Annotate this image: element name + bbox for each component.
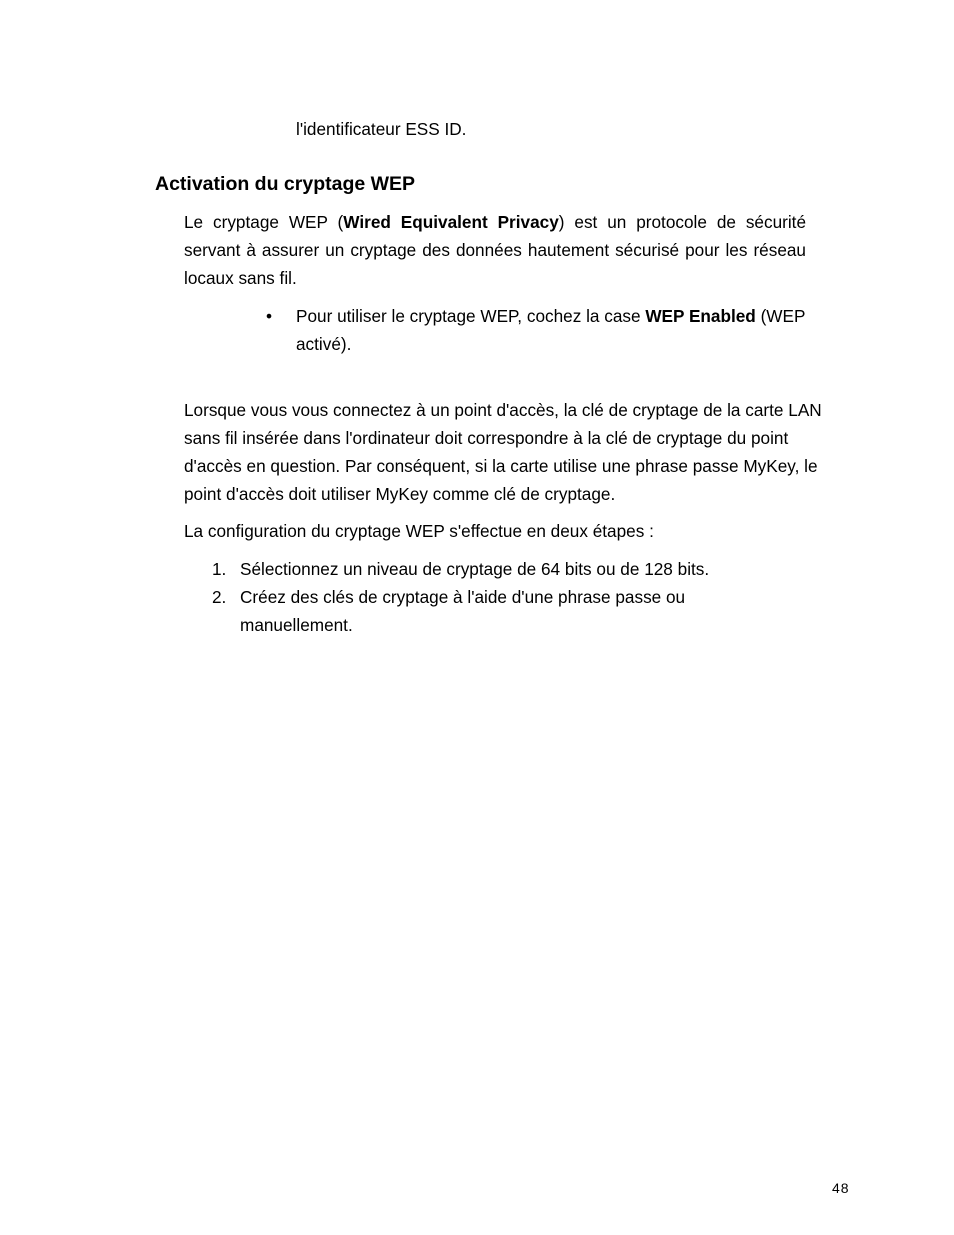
intro-text-c: ) est un protocole de sécurité servant à assurer un cryptage des données hautement sécurisé pour les réseau locaux sans fil. xyxy=(184,212,807,288)
list-number: 2. xyxy=(212,587,227,607)
list-item xyxy=(212,583,772,639)
list-item xyxy=(212,555,772,583)
intro-paragraph xyxy=(184,208,806,292)
list-text: Créez des clés de cryptage à l'aide d'une phrase passe ou manuellement. xyxy=(240,587,686,635)
list-number: 1. xyxy=(212,559,227,579)
continued-text: l'identificateur ESS ID. xyxy=(296,119,467,139)
intro-term: Wired Equivalent Privacy xyxy=(343,212,559,232)
page-number: 48 xyxy=(832,1180,850,1196)
bullet-term: WEP Enabled xyxy=(645,306,756,326)
bullet-text-c: (WEP activé). xyxy=(296,306,806,354)
list-text: Sélectionnez un niveau de cryptage de 64 bits ou de 128 bits. xyxy=(240,559,710,579)
bullet-text-a: Pour utiliser le cryptage WEP, cochez la case xyxy=(296,306,646,326)
steps-intro: La configuration du cryptage WEP s'effectue en deux étapes : xyxy=(184,521,654,541)
section-heading: Activation du cryptage WEP xyxy=(155,173,416,195)
bullet-marker: • xyxy=(266,306,273,326)
intro-text-a: Le cryptage WEP ( xyxy=(184,212,344,232)
bullet-item xyxy=(296,302,811,358)
body-paragraph: Lorsque vous vous connectez à un point d'accès, la clé de cryptage de la carte LAN sans fil insérée dans l'ordinateur doit correspondre à la clé de cryptage du point d'accès en question. Par conséquent, si la carte utilise une phrase passe MyKey, le point d'accès doit utiliser MyKey comme clé de cryptage. xyxy=(184,400,822,504)
